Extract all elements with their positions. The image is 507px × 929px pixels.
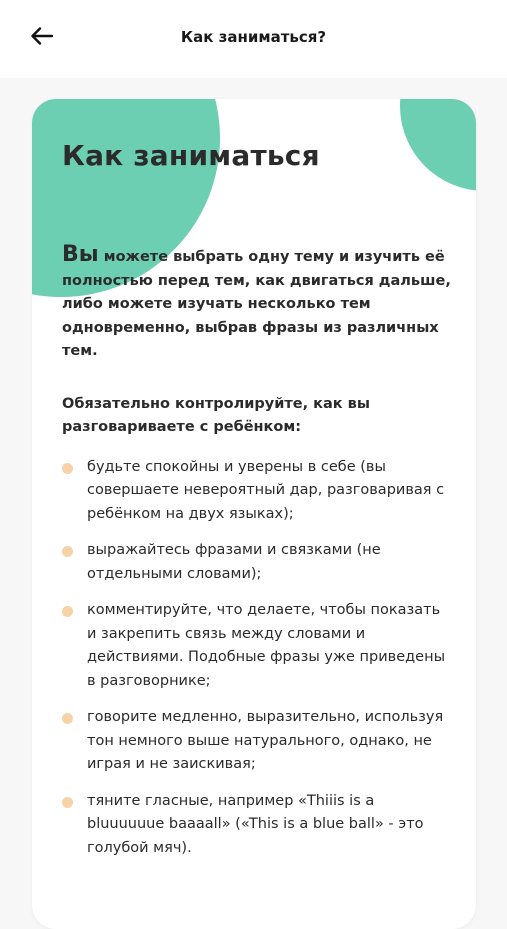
decorative-circle-right (400, 99, 476, 191)
content-card (32, 99, 476, 929)
bullet-dot-icon (62, 546, 73, 557)
card-title: Как заниматься (62, 139, 320, 172)
list-item (62, 706, 454, 777)
bullet-dot-icon (62, 713, 73, 724)
list-item-text: тяните гласные, например «Thiiis is a bluuuuuue baaaall» («This is a blue ball» - это голубой мяч). (87, 792, 424, 856)
list-item-text: говорите медленно, выразительно, используя тон немного выше натурального, однако, не играя и не заискивая; (87, 709, 444, 772)
page-title: Как заниматься? (180, 28, 327, 46)
list-item-text: выражайтесь фразами и связками (не отдельными словами); (87, 542, 381, 582)
tips-list (62, 456, 454, 861)
bullet-dot-icon (62, 797, 73, 808)
lead-paragraph: Обязательно контролируйте, как вы разговариваете с ребёнком: (62, 395, 370, 435)
intro-paragraph (62, 244, 454, 364)
list-item (62, 539, 454, 586)
intro-first-word: Вы (62, 242, 99, 267)
list-item (62, 790, 454, 861)
list-item (62, 599, 454, 693)
intro-text: можете выбрать одну тему и изучить её полностью перед тем, как двигаться дальше, либо можете изучать несколько тем одновременно, выбрав фразы из различных тем. (62, 249, 451, 359)
list-item-text: будьте спокойны и уверены в себе (вы совершаете невероятный дар, разговаривая с ребёнком на двух языках); (87, 458, 445, 522)
bullet-dot-icon (62, 606, 73, 617)
top-bar (0, 0, 507, 78)
list-item (62, 456, 454, 527)
list-item-text: комментируйте, что делаете, чтобы показать и закрепить связь между словами и действиями. Подобные фразы уже приведены в разговорнике; (87, 602, 446, 689)
card-content (62, 244, 454, 873)
bullet-dot-icon (62, 463, 73, 474)
